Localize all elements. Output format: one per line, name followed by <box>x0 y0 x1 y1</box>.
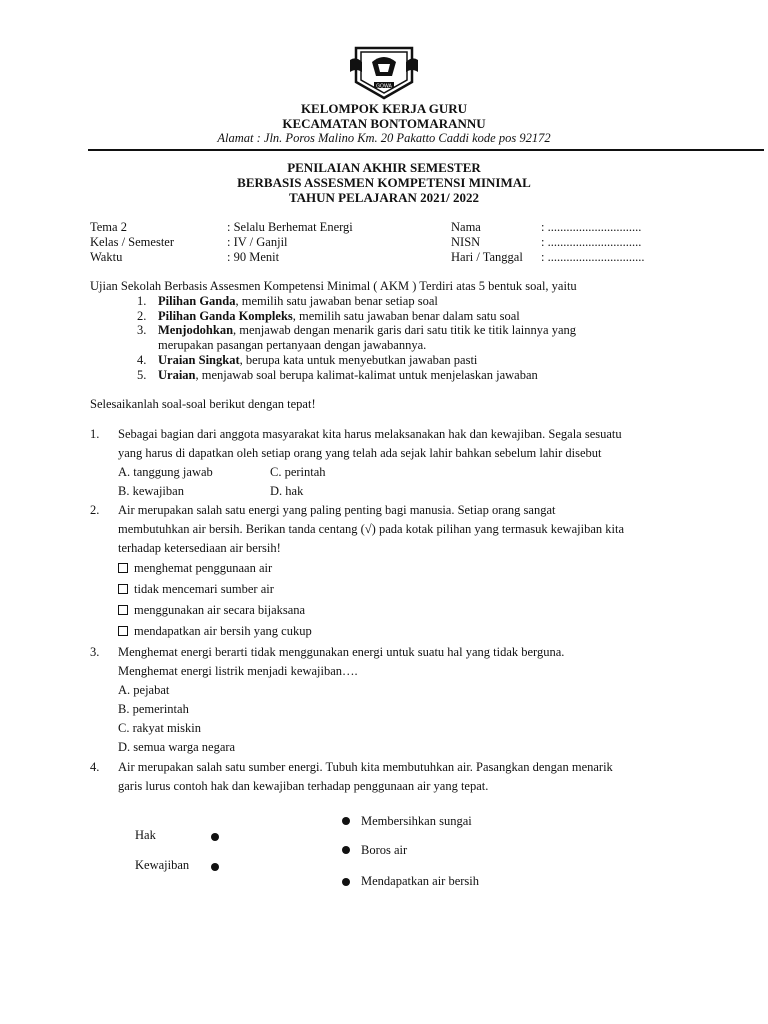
intro-item-number: 4. <box>137 353 147 367</box>
intro-item-desc: , menjawab soal berupa kalimat-kalimat untuk menjelaskan jawaban <box>195 368 538 382</box>
q3-option-c[interactable]: C. rakyat miskin <box>118 721 201 735</box>
exam-title-3: TAHUN PELAJARAN 2021/ 2022 <box>288 190 480 205</box>
match-left-kewajiban: Kewajiban <box>135 858 190 872</box>
q2-option-label: mendapatkan air bersih yang cukup <box>134 624 312 638</box>
match-right-membersihkan: Membersihkan sungai <box>361 814 472 828</box>
q2-text-1: Air merupakan salah satu energi yang paling penting bagi manusia. Setiap orang sangat <box>118 503 556 517</box>
q4-text-1: Air merupakan salah satu sumber energi. Tubuh kita membutuhkan air. Pasangkan dengan menarik <box>118 760 613 774</box>
q1-option-d[interactable]: D. hak <box>270 484 304 498</box>
hari-field[interactable]: : ............................... <box>541 250 645 264</box>
regency-logo <box>348 42 420 100</box>
checkbox-icon[interactable] <box>118 626 128 636</box>
intro-item-type: Uraian <box>158 368 196 382</box>
q1-option-c[interactable]: C. perintah <box>270 465 326 479</box>
q2-number: 2. <box>90 503 100 517</box>
q2-option-label: tidak mencemari sumber air <box>134 582 274 596</box>
match-dot-hak[interactable] <box>211 833 219 841</box>
q3-text-1: Menghemat energi berarti tidak menggunakan energi untuk suatu hal yang tidak berguna. <box>118 645 565 659</box>
q2-option[interactable] <box>118 582 274 597</box>
logo-label: GOWA <box>376 83 392 90</box>
intro-item-desc: merupakan pasangan pertanyaan dengan jawabannya. <box>158 338 427 352</box>
q3-text-2: Menghemat energi listrik menjadi kewajiban…. <box>118 664 358 678</box>
nama-field[interactable]: : .............................. <box>541 220 642 234</box>
q1-option-b[interactable]: B. kewajiban <box>118 484 184 498</box>
kelas-value: : IV / Ganjil <box>227 235 288 249</box>
nisn-label: NISN <box>451 235 481 249</box>
intro-item-type: Menjodohkan <box>158 323 234 337</box>
intro-item-number: 1. <box>137 294 147 308</box>
intro-item-desc: , memilih satu jawaban benar dalam satu soal <box>292 309 520 323</box>
intro-item-type: Pilihan Ganda Kompleks <box>158 309 293 323</box>
match-right-mendapatkan: Mendapatkan air bersih <box>361 874 480 888</box>
intro-item <box>137 353 477 368</box>
q2-option-label: menggunakan air secara bijaksana <box>134 603 306 617</box>
match-left-hak: Hak <box>135 828 156 842</box>
intro-item-type: Uraian Singkat <box>158 353 240 367</box>
tema-label: Tema 2 <box>90 220 127 234</box>
group-name: KELOMPOK KERJA GURU <box>300 101 468 116</box>
intro-item <box>137 338 426 353</box>
q1-number: 1. <box>90 427 100 441</box>
address: Alamat : Jln. Poros Malino Km. 20 Pakatto Caddi kode pos 92172 <box>217 131 551 145</box>
q3-option-a[interactable]: A. pejabat <box>118 683 170 697</box>
intro-item-desc: , memilih satu jawaban benar setiap soal <box>235 294 438 308</box>
match-dot-boros[interactable] <box>342 846 350 854</box>
nama-label: Nama <box>451 220 481 234</box>
instruction: Selesaikanlah soal-soal berikut dengan tepat! <box>90 397 316 411</box>
nisn-field[interactable]: : .............................. <box>541 235 642 249</box>
match-right-boros: Boros air <box>361 843 408 857</box>
q2-option[interactable] <box>118 603 305 618</box>
match-dot-mendapatkan[interactable] <box>342 878 350 886</box>
intro-item-type: Pilihan Ganda <box>158 294 236 308</box>
intro-item <box>137 368 538 383</box>
q1-text-1: Sebagai bagian dari anggota masyarakat kita harus melaksanakan hak dan kewajiban. Segala sesuatu <box>118 427 622 441</box>
q2-text-3: terhadap ketersediaan air bersih! <box>118 541 281 555</box>
tema-value: : Selalu Berhemat Energi <box>227 220 353 234</box>
intro-item-desc: , menjawab dengan menarik garis dari satu titik ke titik lainnya yang <box>233 323 576 337</box>
intro-item <box>137 309 520 324</box>
q3-option-b[interactable]: B. pemerintah <box>118 702 189 716</box>
checkbox-icon[interactable] <box>118 605 128 615</box>
waktu-label: Waktu <box>90 250 123 264</box>
q2-option[interactable] <box>118 561 272 576</box>
intro-item-number: 2. <box>137 309 147 323</box>
exam-title-2: BERBASIS ASSESMEN KOMPETENSI MINIMAL <box>237 175 531 190</box>
q4-number: 4. <box>90 760 100 774</box>
intro-item-number: 5. <box>137 368 147 382</box>
header-divider <box>88 149 764 151</box>
match-dot-kewajiban[interactable] <box>211 863 219 871</box>
match-dot-membersihkan[interactable] <box>342 817 350 825</box>
q3-option-d[interactable]: D. semua warga negara <box>118 740 236 754</box>
intro-item <box>137 294 438 309</box>
q1-option-a[interactable]: A. tanggung jawab <box>118 465 213 479</box>
hari-label: Hari / Tanggal <box>451 250 523 264</box>
q2-text-2: membutuhkan air bersih. Berikan tanda centang (√) pada kotak pilihan yang termasuk kewajiban kita <box>118 522 624 536</box>
q4-text-2: garis lurus contoh hak dan kewajiban terhadap penggunaan air yang tepat. <box>118 779 489 793</box>
intro-item-number: 3. <box>137 323 147 337</box>
checkbox-icon[interactable] <box>118 563 128 573</box>
q2-option-label: menghemat penggunaan air <box>134 561 273 575</box>
q3-number: 3. <box>90 645 100 659</box>
q1-text-2: yang harus di dapatkan oleh setiap orang yang telah ada sejak lahir bahkan sebelum lahir disebut <box>118 446 602 460</box>
intro-item-desc: , berupa kata untuk menyebutkan jawaban pasti <box>239 353 478 367</box>
waktu-value: : 90 Menit <box>227 250 280 264</box>
kelas-label: Kelas / Semester <box>90 235 175 249</box>
intro-item <box>137 323 576 338</box>
q2-option[interactable] <box>118 624 312 639</box>
intro-text: Ujian Sekolah Berbasis Assesmen Kompetensi Minimal ( AKM ) Terdiri atas 5 bentuk soal, yaitu <box>90 279 577 293</box>
exam-title-1: PENILAIAN AKHIR SEMESTER <box>287 160 481 175</box>
district-name: KECAMATAN BONTOMARANNU <box>282 116 486 131</box>
checkbox-icon[interactable] <box>118 584 128 594</box>
